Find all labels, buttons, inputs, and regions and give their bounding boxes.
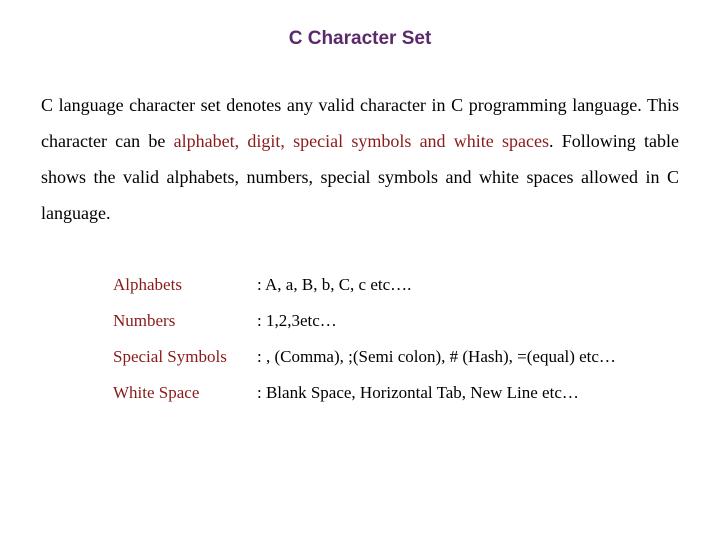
paragraph-highlight: alphabet, digit, special symbols and white spaces: [173, 131, 550, 151]
table-row: [113, 267, 616, 303]
description-paragraph: [41, 87, 679, 231]
table-row: [113, 339, 616, 375]
row-label-special-symbols: Special Symbols: [113, 347, 227, 366]
character-set-table: [113, 267, 616, 411]
row-value-special-symbols: : , (Comma), ;(Semi colon), # (Hash), =(equal) etc…: [257, 347, 616, 366]
table-row: [113, 375, 616, 411]
table-row: [113, 303, 616, 339]
row-label-white-space: White Space: [113, 383, 200, 402]
row-label-alphabets: Alphabets: [113, 275, 182, 294]
row-value-numbers: : 1,2,3etc…: [257, 311, 337, 330]
paragraph-text-1: C language character set denotes any valid character in C programming language. This character can be: [41, 95, 679, 151]
row-label-numbers: Numbers: [113, 311, 176, 330]
slide-title: C Character Set: [288, 28, 432, 49]
paragraph-text-2: . Following table shows the valid alphabets, numbers, special symbols and white spaces allowed in C language.: [41, 131, 679, 223]
row-value-white-space: : Blank Space, Horizontal Tab, New Line etc…: [257, 383, 579, 402]
row-value-alphabets: : A, a, B, b, C, c etc….: [257, 275, 412, 294]
